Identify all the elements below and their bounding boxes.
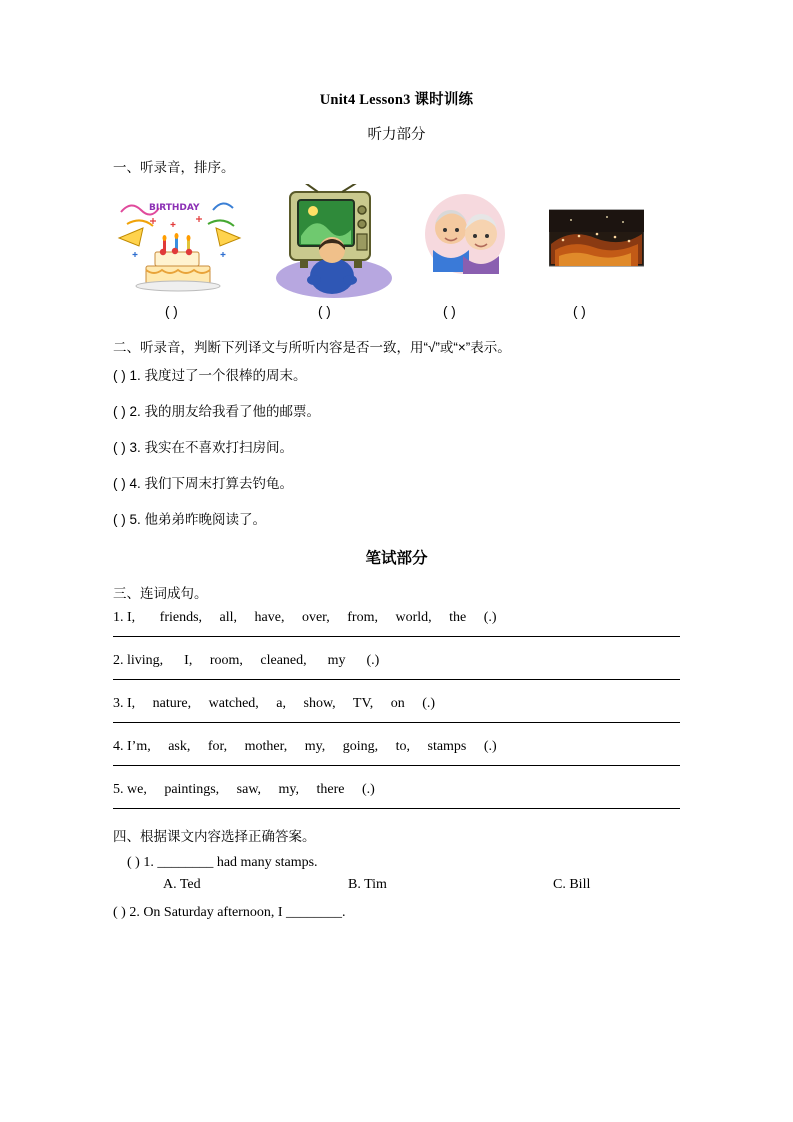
answer-line-4[interactable]: [113, 765, 680, 766]
bracket-4[interactable]: ( ): [573, 304, 586, 319]
part3-heading: 三、连词成句。: [113, 586, 208, 601]
part2-item-5[interactable]: ( ) 5. 他弟弟昨晚阅读了。: [113, 512, 267, 527]
document-content: [113, 88, 680, 921]
answer-line-1[interactable]: [113, 636, 680, 637]
part2-item-3[interactable]: ( ) 3. 我实在不喜欢打扫房间。: [113, 440, 294, 455]
svg-text:BIRTHDAY: BIRTHDAY: [149, 203, 200, 213]
part2-item-4[interactable]: ( ) 4. 我们下周末打算去钓龟。: [113, 476, 294, 491]
picture-answer-brackets: [113, 304, 680, 326]
part4-question-1[interactable]: ( ) 1. ________ had many stamps.: [127, 855, 318, 870]
night-city-scene-image: [549, 184, 644, 302]
page-title: Unit4 Lesson3 课时训练: [319, 92, 474, 108]
part3-item-1[interactable]: 1. I, friends, all, have, over, from, world, the (.): [113, 610, 497, 625]
child-watching-tv-image: [268, 184, 401, 302]
part2-item-1[interactable]: ( ) 1. 我度过了一个很棒的周末。: [113, 368, 307, 383]
part1-heading: 一、听录音，排序。: [113, 160, 235, 175]
part4-heading: 四、根据课文内容选择正确答案。: [113, 829, 316, 844]
part3-item-5[interactable]: 5. we, paintings, saw, my, there (.): [113, 782, 375, 797]
part2-item-2[interactable]: ( ) 2. 我的朋友给我看了他的邮票。: [113, 404, 321, 419]
part3-item-2[interactable]: 2. living, I, room, cleaned, my (.): [113, 653, 380, 668]
part3-item-4[interactable]: 4. I’m, ask, for, mother, my, going, to, stamps (.): [113, 739, 497, 754]
written-section-heading: 笔试部分: [365, 550, 428, 567]
answer-line-5[interactable]: [113, 808, 680, 809]
listening-section-heading: 听力部分: [367, 127, 426, 143]
part4-question-2[interactable]: ( ) 2. On Saturday afternoon, I ________.: [113, 905, 346, 920]
picture-row: [113, 184, 680, 302]
option-c[interactable]: C. Bill: [553, 877, 591, 892]
bracket-2[interactable]: ( ): [318, 304, 331, 319]
bracket-1[interactable]: ( ): [165, 304, 178, 319]
answer-line-3[interactable]: [113, 722, 680, 723]
part4-question-1-options: [113, 877, 680, 895]
option-a[interactable]: A. Ted: [163, 877, 201, 892]
option-b[interactable]: B. Tim: [348, 877, 387, 892]
answer-line-2[interactable]: [113, 679, 680, 680]
bracket-3[interactable]: ( ): [443, 304, 456, 319]
birthday-cake-image: [113, 184, 246, 302]
part3-item-3[interactable]: 3. I, nature, watched, a, show, TV, on (.): [113, 696, 436, 711]
part2-heading: 二、听录音，判断下列译文与所听内容是否一致，用“√”或“×”表示。: [113, 340, 511, 355]
grandparents-image: [423, 184, 508, 302]
